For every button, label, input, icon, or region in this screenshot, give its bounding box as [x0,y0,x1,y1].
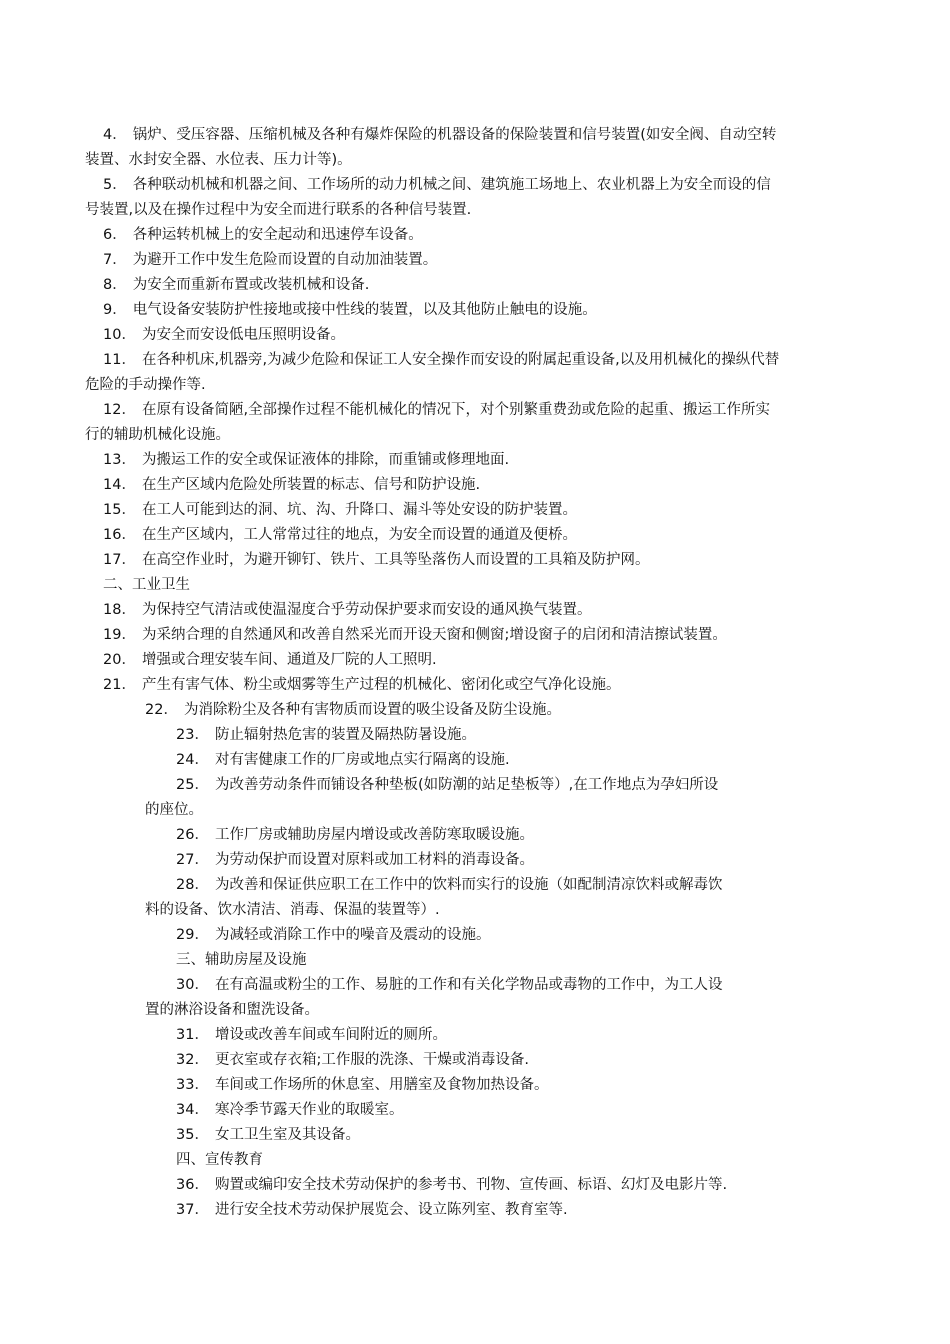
item-text: 工作厂房或辅助房屋内增设或改善防寒取暖设施。 [214,827,534,843]
item-number: 21． [103,677,136,693]
item-number: 36． [176,1177,209,1193]
list-item [0,598,591,623]
item-text: 购置或编印安全技术劳动保护的参考书、刊物、宣传画、标语、幻灯及电影片等. [214,1177,728,1193]
list-item [0,298,597,323]
item-text: 为消除粉尘及各种有害物质而设置的吸尘设备及防尘设施。 [183,702,561,718]
item-number: 28． [176,877,209,893]
item-number: 24． [176,752,209,768]
item-text: 对有害健康工作的厂房或地点实行隔离的设施. [214,752,510,768]
item-number: 18． [103,602,136,618]
item-number: 7． [103,252,127,268]
list-item [0,1098,403,1123]
list-item [0,723,476,748]
list-item [0,348,779,398]
section-heading [0,948,307,973]
list-item [0,673,620,698]
item-text: 装置、水封安全器、水位表、压力计等)。 [85,152,352,168]
item-number: 17． [103,552,136,568]
item-text: 四、宣传教育 [176,1152,263,1168]
item-number: 25． [176,777,209,793]
list-item [0,748,510,773]
list-item [0,848,534,873]
item-number: 12． [103,402,136,418]
item-number: 33． [176,1077,209,1093]
item-text: 增强或合理安装车间、通道及厂院的人工照明. [141,652,437,668]
item-text: 为采纳合理的自然通风和改善自然采光而开设天窗和侧窗;增设窗子的启闭和清洁擦试装置。 [141,627,727,643]
list-item [0,173,771,223]
list-item [0,1198,568,1223]
item-text: 为改善劳动条件而铺设各种垫板(如防潮的站足垫板等）,在工作地点为孕妇所设 [214,777,719,793]
item-text: 在生产区域内危险处所装置的标志、信号和防护设施. [141,477,481,493]
list-item [0,398,770,448]
list-item [0,1173,727,1198]
list-item [0,873,722,923]
item-text: 号装置,以及在操作过程中为安全而进行联系的各种信号装置. [85,202,472,218]
item-text: 增设或改善车间或车间附近的厕所。 [214,1027,447,1043]
list-item [0,273,369,298]
item-number: 19． [103,627,136,643]
list-item [0,1048,529,1073]
item-text: 为避开工作中发生危险而设置的自动加油装置。 [132,252,438,268]
item-number: 22． [145,702,178,718]
item-number: 26． [176,827,209,843]
item-text: 的座位。 [145,802,203,818]
item-text: 为保持空气清洁或使温湿度合乎劳动保护要求而安设的通风换气装置。 [141,602,592,618]
list-item [0,323,345,348]
list-item [0,623,727,648]
section-heading [0,1148,263,1173]
item-text: 三、辅助房屋及设施 [176,952,307,968]
item-number: 16． [103,527,136,543]
item-number: 20． [103,652,136,668]
item-text: 为劳动保护而设置对原料或加工材料的消毒设备。 [214,852,534,868]
list-item [0,523,577,548]
item-text: 防止辐射热危害的装置及隔热防暑设施。 [214,727,476,743]
list-item [0,448,509,473]
item-text: 更衣室或存衣箱;工作服的洗涤、干燥或消毒设备. [214,1052,529,1068]
item-text: 为搬运工作的安全或保证液体的排除，而重铺或修理地面. [141,452,510,468]
list-item [0,1023,447,1048]
list-item [0,773,718,823]
item-number: 6． [103,227,127,243]
item-text: 寒冷季节露天作业的取暖室。 [214,1102,404,1118]
list-item [0,498,577,523]
item-text: 车间或工作场所的休息室、用膳室及食物加热设备。 [214,1077,549,1093]
list-item [0,973,722,1023]
item-text: 各种联动机械和机器之间、工作场所的动力机械之间、建筑施工场地上、农业机器上为安全而设的信 [132,177,771,193]
item-number: 8． [103,277,127,293]
list-item [0,248,437,273]
item-number: 4． [103,127,127,143]
item-text: 在工人可能到达的洞、坑、沟、升降口、漏斗等处安设的防护装置。 [141,502,577,518]
list-item [0,548,649,573]
item-text: 在生产区域内，工人常常过往的地点，为安全而设置的通道及便桥。 [141,527,577,543]
list-item [0,823,534,848]
list-item [0,923,490,948]
item-text: 在有高温或粉尘的工作、易脏的工作和有关化学物品或毒物的工作中，为工人设 [214,977,723,993]
item-text: 二、工业卫生 [103,577,190,593]
list-item [0,698,561,723]
item-number: 30． [176,977,209,993]
list-item [0,648,437,673]
item-number: 11． [103,352,136,368]
section-heading [0,573,190,598]
item-text: 危险的手动操作等. [85,377,206,393]
item-number: 5． [103,177,127,193]
item-text: 在各种机床,机器旁,为减少危险和保证工人安全操作而安设的附属起重设备,以及用机械化的操纵代替 [141,352,780,368]
item-text: 为安全而安设低电压照明设备。 [141,327,345,343]
item-text: 各种运转机械上的安全起动和迅速停车设备。 [132,227,423,243]
item-text: 行的辅助机械化设施。 [85,427,230,443]
item-text: 为安全而重新布置或改装机械和设备. [132,277,370,293]
item-number: 31． [176,1027,209,1043]
item-text: 女工卫生室及其设备。 [214,1127,360,1143]
list-item [0,1123,360,1148]
item-text: 置的淋浴设备和盥洗设备。 [145,1002,319,1018]
item-text: 为改善和保证供应职工在工作中的饮料而实行的设施（如配制清凉饮料或解毒饮 [214,877,723,893]
list-item [0,223,423,248]
item-number: 37． [176,1202,209,1218]
item-number: 13． [103,452,136,468]
item-number: 9． [103,302,127,318]
item-text: 进行安全技术劳动保护展览会、设立陈列室、教育室等. [214,1202,568,1218]
item-text: 电气设备安装防护性接地或接中性线的装置，以及其他防止触电的设施。 [132,302,597,318]
item-number: 35． [176,1127,209,1143]
item-text: 在原有设备简陋,全部操作过程不能机械化的情况下，对个别繁重费劲或危险的起重、搬运工作所实 [141,402,771,418]
item-number: 27． [176,852,209,868]
item-number: 29． [176,927,209,943]
item-text: 在高空作业时，为避开铆钉、铁片、工具等坠落伤人而设置的工具箱及防护网。 [141,552,650,568]
list-item [0,1073,548,1098]
item-number: 15． [103,502,136,518]
item-text: 为减轻或消除工作中的噪音及震动的设施。 [214,927,491,943]
item-number: 32． [176,1052,209,1068]
list-item [0,473,480,498]
item-text: 料的设备、饮水清洁、消毒、保温的装置等）. [145,902,440,918]
item-text: 产生有害气体、粉尘或烟雾等生产过程的机械化、密闭化或空气净化设施。 [141,677,621,693]
item-number: 14． [103,477,136,493]
list-item [0,123,776,173]
item-number: 34． [176,1102,209,1118]
item-number: 23． [176,727,209,743]
item-number: 10． [103,327,136,343]
item-text: 锅炉、受压容器、压缩机械及各种有爆炸保险的机器设备的保险装置和信号装置(如安全阀、自动空转 [132,127,777,143]
